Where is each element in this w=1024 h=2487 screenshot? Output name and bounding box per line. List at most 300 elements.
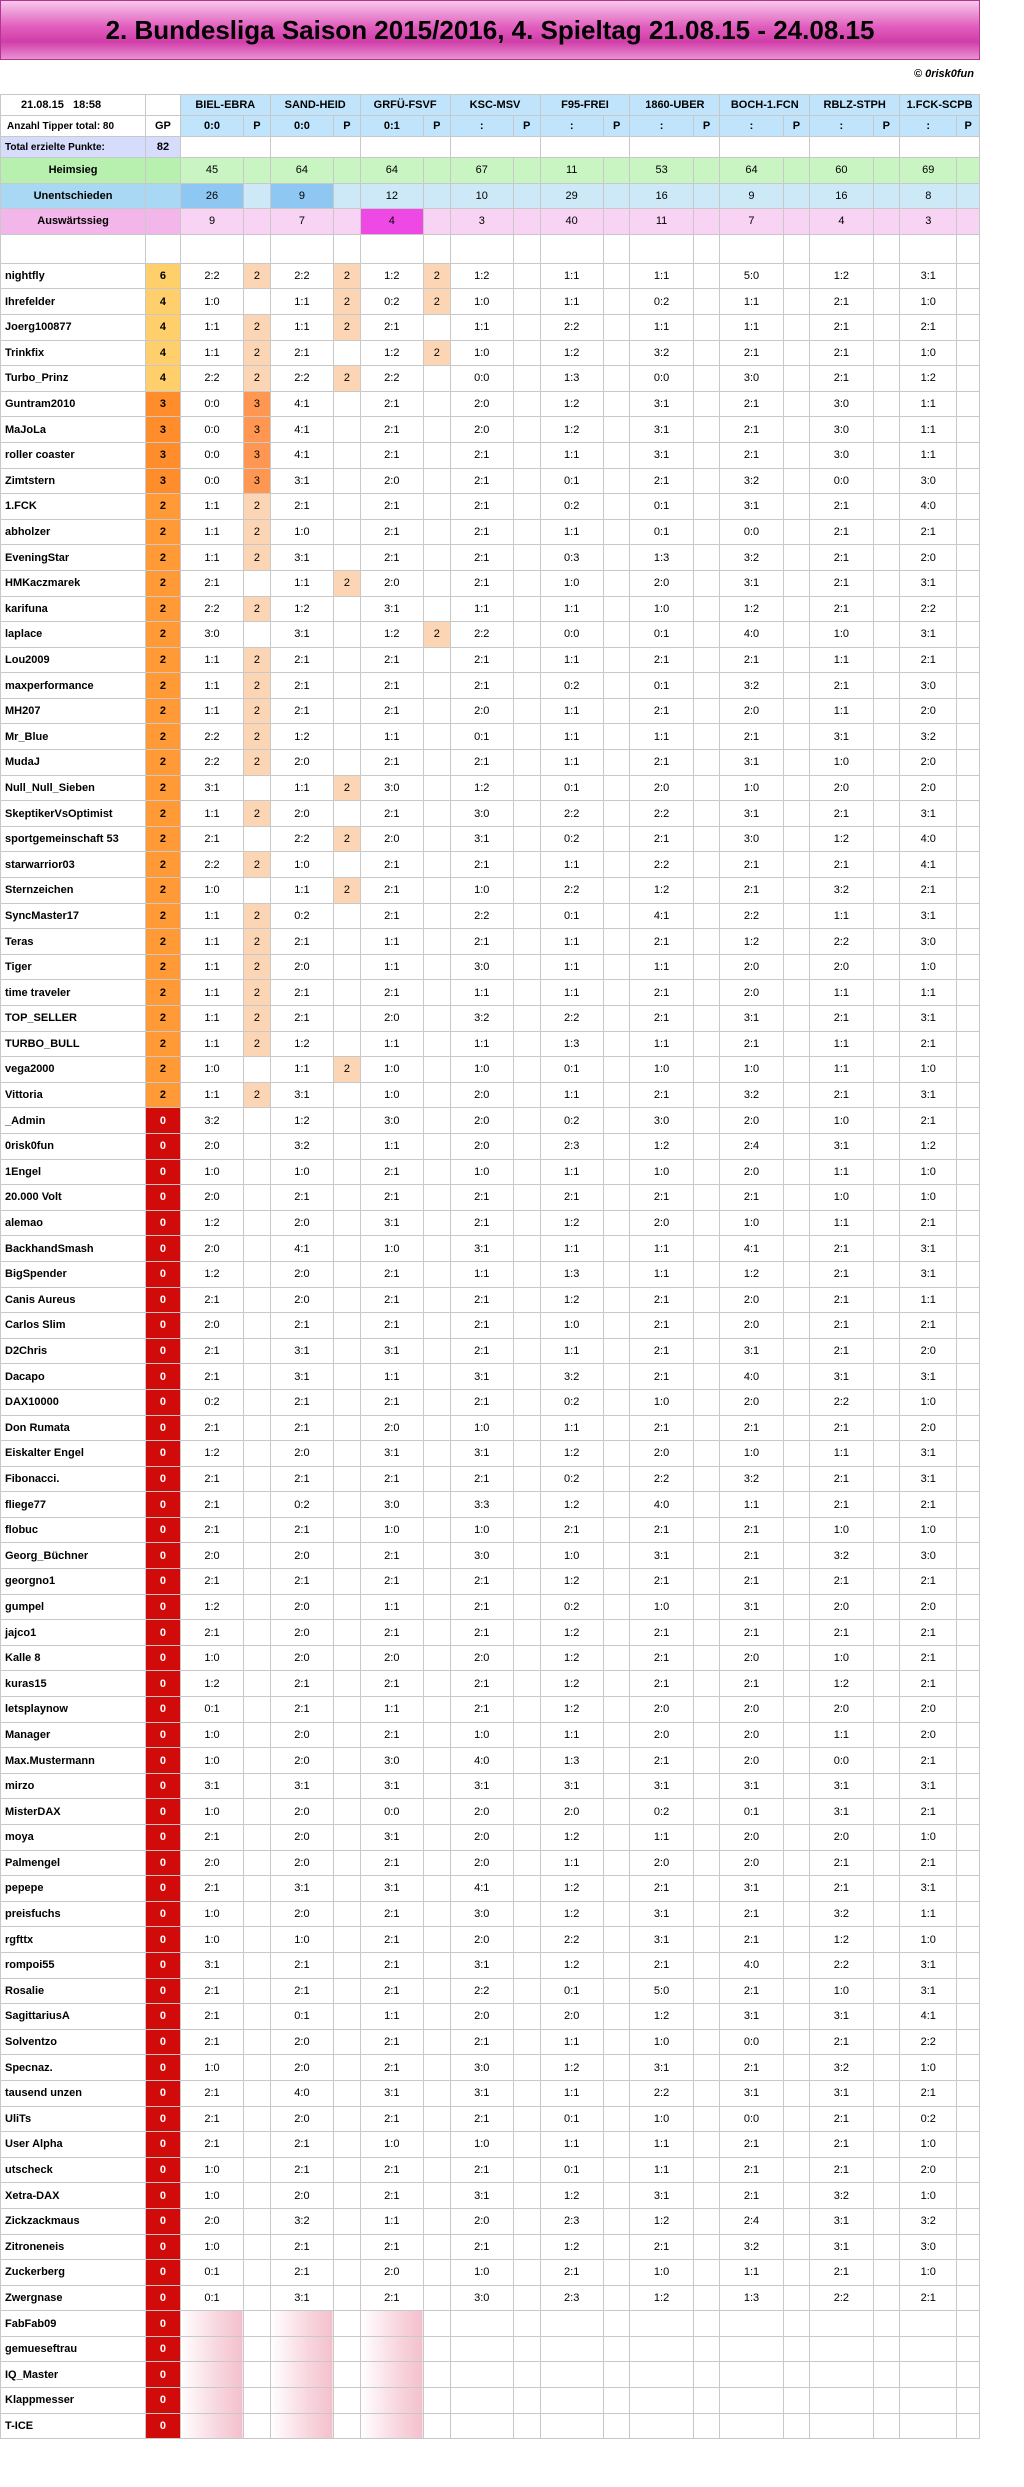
tip-cell: 3:1 bbox=[720, 801, 783, 827]
points-cell bbox=[603, 1185, 630, 1211]
tip-cell: 2:0 bbox=[810, 1825, 873, 1851]
tip-cell: 2:1 bbox=[720, 2055, 783, 2081]
player-gp: 0 bbox=[146, 2388, 181, 2414]
player-name: EveningStar bbox=[1, 545, 146, 571]
tip-cell: 2:1 bbox=[360, 1901, 423, 1927]
tip-cell: 1:0 bbox=[450, 1159, 513, 1185]
tip-cell: 0:0 bbox=[630, 366, 693, 392]
points-cell bbox=[513, 1671, 540, 1697]
points-cell bbox=[424, 2388, 451, 2414]
tip-cell: 1:1 bbox=[180, 801, 243, 827]
points-cell bbox=[783, 1389, 810, 1415]
player-name: Eiskalter Engel bbox=[1, 1441, 146, 1467]
player-row bbox=[1, 1108, 980, 1134]
tip-cell: 2:0 bbox=[270, 1543, 333, 1569]
points-cell bbox=[693, 673, 720, 699]
player-name: Manager bbox=[1, 1722, 146, 1748]
tip-cell: 1:1 bbox=[630, 1825, 693, 1851]
points-cell bbox=[957, 775, 980, 801]
tip-cell: 1:1 bbox=[360, 1133, 423, 1159]
tip-cell: 2:1 bbox=[630, 647, 693, 673]
player-row bbox=[1, 1313, 980, 1339]
tip-cell: 2:0 bbox=[270, 954, 333, 980]
points-cell bbox=[244, 1338, 271, 1364]
points-cell bbox=[424, 1466, 451, 1492]
points-cell bbox=[693, 1057, 720, 1083]
tip-cell: 3:1 bbox=[810, 2234, 873, 2260]
points-cell bbox=[513, 1031, 540, 1057]
tip-cell: 1:1 bbox=[270, 878, 333, 904]
points-cell bbox=[783, 596, 810, 622]
player-name: laplace bbox=[1, 622, 146, 648]
player-name: letsplaynow bbox=[1, 1697, 146, 1723]
tip-cell: 2:1 bbox=[720, 2157, 783, 2183]
tip-cell: 2:1 bbox=[450, 2234, 513, 2260]
stats-home-row bbox=[1, 158, 980, 184]
tip-cell: 1:0 bbox=[180, 2234, 243, 2260]
tip-cell: 2:1 bbox=[900, 1031, 957, 1057]
points-cell bbox=[957, 596, 980, 622]
tip-cell: 5:0 bbox=[630, 1978, 693, 2004]
tip-cell: 2:1 bbox=[180, 826, 243, 852]
points-cell bbox=[873, 2388, 900, 2414]
player-gp: 0 bbox=[146, 1108, 181, 1134]
player-row bbox=[1, 2208, 980, 2234]
tip-cell: 1:0 bbox=[540, 1543, 603, 1569]
tip-cell: 1:2 bbox=[540, 2055, 603, 2081]
points-cell bbox=[513, 1364, 540, 1390]
tip-cell: 3:1 bbox=[360, 596, 423, 622]
player-row bbox=[1, 1927, 980, 1953]
points-cell: 2 bbox=[424, 263, 451, 289]
tip-cell: 1:1 bbox=[180, 1031, 243, 1057]
tip-cell: 2:0 bbox=[180, 1236, 243, 1262]
points-cell bbox=[693, 1901, 720, 1927]
tip-cell: 1:0 bbox=[180, 2055, 243, 2081]
points-cell bbox=[957, 545, 980, 571]
points-cell bbox=[693, 1876, 720, 1902]
player-gp: 0 bbox=[146, 1825, 181, 1851]
tip-cell: 1:3 bbox=[630, 545, 693, 571]
points-cell bbox=[334, 673, 361, 699]
player-row bbox=[1, 2260, 980, 2286]
tip-cell: 3:2 bbox=[720, 2234, 783, 2260]
points-cell bbox=[513, 2413, 540, 2439]
tip-cell: 1:0 bbox=[720, 1441, 783, 1467]
points-cell bbox=[783, 2311, 810, 2337]
points-cell bbox=[424, 1210, 451, 1236]
player-gp: 2 bbox=[146, 1082, 181, 1108]
points-cell bbox=[424, 1927, 451, 1953]
tip-cell: 2:1 bbox=[270, 1697, 333, 1723]
tip-cell: 2:0 bbox=[540, 2004, 603, 2030]
tip-cell: 2:1 bbox=[540, 1517, 603, 1543]
tip-cell: 2:1 bbox=[450, 570, 513, 596]
tip-cell bbox=[180, 2388, 243, 2414]
tip-cell: 2:1 bbox=[450, 1287, 513, 1313]
points-cell: 2 bbox=[244, 929, 271, 955]
player-name: Null_Null_Sieben bbox=[1, 775, 146, 801]
player-name: Mr_Blue bbox=[1, 724, 146, 750]
points-cell bbox=[334, 1492, 361, 1518]
points-cell bbox=[513, 442, 540, 468]
player-row bbox=[1, 2413, 980, 2439]
points-cell: 2 bbox=[334, 289, 361, 315]
tip-cell: 1:1 bbox=[630, 724, 693, 750]
tip-cell: 0:1 bbox=[450, 724, 513, 750]
tip-cell: 2:1 bbox=[180, 1466, 243, 1492]
points-cell: 2 bbox=[334, 775, 361, 801]
tip-cell: 3:1 bbox=[450, 1236, 513, 1262]
header-row-results bbox=[1, 116, 980, 137]
tip-cell: 1:0 bbox=[900, 1389, 957, 1415]
points-cell bbox=[513, 519, 540, 545]
player-name: Ihrefelder bbox=[1, 289, 146, 315]
tip-cell bbox=[270, 2388, 333, 2414]
player-gp: 2 bbox=[146, 673, 181, 699]
points-cell bbox=[873, 1364, 900, 1390]
tip-cell bbox=[720, 2362, 783, 2388]
points-cell bbox=[334, 2388, 361, 2414]
tip-cell: 2:1 bbox=[900, 1569, 957, 1595]
points-cell bbox=[334, 698, 361, 724]
points-cell bbox=[513, 596, 540, 622]
points-cell bbox=[873, 1108, 900, 1134]
points-cell bbox=[334, 340, 361, 366]
player-gp: 0 bbox=[146, 1799, 181, 1825]
points-cell bbox=[957, 1210, 980, 1236]
points-cell bbox=[693, 1441, 720, 1467]
points-cell bbox=[783, 2157, 810, 2183]
tip-cell: 1:1 bbox=[270, 314, 333, 340]
tip-cell: 0:2 bbox=[180, 1389, 243, 1415]
points-cell bbox=[693, 1466, 720, 1492]
tip-table bbox=[0, 94, 980, 2439]
points-cell bbox=[244, 1543, 271, 1569]
stats-pad bbox=[783, 209, 810, 235]
points-cell bbox=[244, 2336, 271, 2362]
total-points-label: Total erzielte Punkte: bbox=[1, 137, 146, 158]
tip-cell: 1:0 bbox=[450, 1722, 513, 1748]
points-cell bbox=[244, 1722, 271, 1748]
tip-cell: 1:2 bbox=[630, 2208, 693, 2234]
player-gp: 0 bbox=[146, 1952, 181, 1978]
tip-cell: 3:1 bbox=[630, 1927, 693, 1953]
player-row bbox=[1, 1441, 980, 1467]
points-cell bbox=[424, 1517, 451, 1543]
points-cell bbox=[603, 1543, 630, 1569]
points-cell bbox=[693, 468, 720, 494]
page-title: 2. Bundesliga Saison 2015/2016, 4. Spieltag 21.08.15 - 24.08.15 bbox=[105, 14, 875, 45]
separator-cell bbox=[720, 234, 783, 263]
tip-cell: 1:1 bbox=[180, 519, 243, 545]
tip-cell: 2:1 bbox=[810, 545, 873, 571]
tip-cell: 2:0 bbox=[450, 1645, 513, 1671]
points-cell bbox=[783, 903, 810, 929]
points-cell bbox=[424, 826, 451, 852]
points-cell bbox=[603, 622, 630, 648]
tip-cell: 3:0 bbox=[900, 468, 957, 494]
tip-cell: 0:2 bbox=[270, 903, 333, 929]
tip-cell: 2:2 bbox=[180, 750, 243, 776]
points-cell bbox=[244, 2260, 271, 2286]
tip-cell: 3:2 bbox=[720, 545, 783, 571]
player-row bbox=[1, 1389, 980, 1415]
tip-cell: 2:0 bbox=[450, 698, 513, 724]
player-gp: 0 bbox=[146, 1978, 181, 2004]
points-cell bbox=[693, 1492, 720, 1518]
player-gp: 0 bbox=[146, 1850, 181, 1876]
tip-cell: 2:1 bbox=[180, 1517, 243, 1543]
points-cell bbox=[957, 1543, 980, 1569]
player-gp: 0 bbox=[146, 2336, 181, 2362]
tip-cell: 2:0 bbox=[270, 1287, 333, 1313]
player-gp: 2 bbox=[146, 801, 181, 827]
tip-cell bbox=[270, 2336, 333, 2362]
points-cell bbox=[603, 1620, 630, 1646]
tip-cell: 2:1 bbox=[270, 1389, 333, 1415]
points-cell: 2 bbox=[244, 903, 271, 929]
points-cell bbox=[513, 852, 540, 878]
tip-cell: 2:1 bbox=[630, 1185, 693, 1211]
tip-cell: 2:0 bbox=[450, 391, 513, 417]
points-column-header: P bbox=[957, 116, 980, 137]
player-name: Lou2009 bbox=[1, 647, 146, 673]
points-cell bbox=[334, 1108, 361, 1134]
points-cell bbox=[783, 519, 810, 545]
points-cell bbox=[603, 647, 630, 673]
tip-cell: 1:2 bbox=[540, 1569, 603, 1595]
match-name: RBLZ-STPH bbox=[810, 95, 900, 116]
points-cell bbox=[513, 750, 540, 776]
tip-cell: 2:1 bbox=[360, 1927, 423, 1953]
tip-cell bbox=[540, 2336, 603, 2362]
points-cell bbox=[783, 417, 810, 443]
tip-cell: 2:1 bbox=[360, 494, 423, 520]
points-cell bbox=[783, 1082, 810, 1108]
match-result: : bbox=[630, 116, 693, 137]
tip-cell: 2:0 bbox=[900, 1415, 957, 1441]
player-gp: 4 bbox=[146, 366, 181, 392]
points-cell bbox=[873, 903, 900, 929]
tip-cell: 1:2 bbox=[540, 1210, 603, 1236]
tip-cell: 2:1 bbox=[360, 417, 423, 443]
tip-cell: 2:1 bbox=[630, 1415, 693, 1441]
points-cell bbox=[334, 468, 361, 494]
tip-cell: 1:0 bbox=[180, 2183, 243, 2209]
player-gp: 4 bbox=[146, 314, 181, 340]
points-cell bbox=[244, 2004, 271, 2030]
stats-pad bbox=[513, 209, 540, 235]
points-cell bbox=[334, 1133, 361, 1159]
points-cell bbox=[957, 929, 980, 955]
points-cell bbox=[424, 1594, 451, 1620]
points-cell bbox=[783, 314, 810, 340]
points-cell: 2 bbox=[244, 314, 271, 340]
tip-cell: 2:1 bbox=[360, 750, 423, 776]
player-row bbox=[1, 1620, 980, 1646]
separator-cell bbox=[270, 234, 333, 263]
points-cell bbox=[783, 442, 810, 468]
points-cell bbox=[957, 1492, 980, 1518]
tip-cell: 2:1 bbox=[180, 1825, 243, 1851]
points-cell bbox=[693, 1006, 720, 1032]
tip-cell: 1:1 bbox=[540, 1722, 603, 1748]
player-name: Zwergnase bbox=[1, 2285, 146, 2311]
tip-cell: 3:1 bbox=[630, 442, 693, 468]
points-cell bbox=[873, 2234, 900, 2260]
points-cell bbox=[513, 391, 540, 417]
points-cell bbox=[334, 1031, 361, 1057]
tip-cell: 1:0 bbox=[900, 1057, 957, 1083]
points-cell bbox=[873, 775, 900, 801]
points-cell: 2 bbox=[424, 289, 451, 315]
points-cell bbox=[957, 1415, 980, 1441]
points-cell bbox=[957, 1671, 980, 1697]
tip-cell: 1:1 bbox=[630, 1261, 693, 1287]
tip-cell: 3:1 bbox=[450, 1441, 513, 1467]
tip-cell: 2:4 bbox=[720, 1133, 783, 1159]
tip-cell: 1:0 bbox=[900, 2183, 957, 2209]
tip-cell: 4:1 bbox=[270, 391, 333, 417]
points-cell bbox=[244, 1748, 271, 1774]
points-cell bbox=[873, 1415, 900, 1441]
tip-cell: 2:1 bbox=[270, 1569, 333, 1595]
player-name: fliege77 bbox=[1, 1492, 146, 1518]
tip-cell bbox=[360, 2311, 423, 2337]
tip-cell: 2:2 bbox=[540, 314, 603, 340]
player-name: rompoi55 bbox=[1, 1952, 146, 1978]
tip-cell: 2:1 bbox=[270, 494, 333, 520]
points-cell bbox=[957, 1236, 980, 1262]
points-cell bbox=[693, 1338, 720, 1364]
tip-cell: 1:2 bbox=[540, 1287, 603, 1313]
tip-cell: 2:0 bbox=[270, 750, 333, 776]
tip-cell: 2:1 bbox=[630, 1006, 693, 1032]
separator-cell bbox=[540, 234, 603, 263]
points-cell bbox=[693, 2080, 720, 2106]
tip-cell: 2:2 bbox=[630, 1466, 693, 1492]
points-cell bbox=[873, 570, 900, 596]
stats-value: 9 bbox=[180, 209, 243, 235]
points-cell bbox=[873, 1159, 900, 1185]
tip-cell: 3:1 bbox=[810, 2004, 873, 2030]
player-name: MisterDAX bbox=[1, 1799, 146, 1825]
points-cell bbox=[424, 698, 451, 724]
player-name: MH207 bbox=[1, 698, 146, 724]
player-name: moya bbox=[1, 1825, 146, 1851]
points-cell bbox=[957, 1722, 980, 1748]
tip-cell bbox=[360, 2336, 423, 2362]
points-cell bbox=[424, 2208, 451, 2234]
tip-cell bbox=[900, 2311, 957, 2337]
points-cell bbox=[424, 1159, 451, 1185]
tip-cell: 1:1 bbox=[810, 698, 873, 724]
tip-cell: 2:3 bbox=[540, 2208, 603, 2234]
points-cell bbox=[957, 1261, 980, 1287]
player-name: vega2000 bbox=[1, 1057, 146, 1083]
tip-cell: 0:2 bbox=[540, 1594, 603, 1620]
points-cell bbox=[693, 903, 720, 929]
tip-cell: 2:1 bbox=[900, 1799, 957, 1825]
tip-cell: 2:2 bbox=[540, 1006, 603, 1032]
points-cell bbox=[783, 852, 810, 878]
points-cell bbox=[873, 1722, 900, 1748]
tip-cell: 3:0 bbox=[810, 417, 873, 443]
tip-cell: 2:1 bbox=[360, 1159, 423, 1185]
points-cell bbox=[513, 2106, 540, 2132]
tip-cell: 1:1 bbox=[180, 1006, 243, 1032]
points-cell bbox=[244, 775, 271, 801]
separator-cell bbox=[180, 234, 243, 263]
points-cell bbox=[957, 1389, 980, 1415]
tip-cell: 2:1 bbox=[450, 442, 513, 468]
points-cell bbox=[693, 2157, 720, 2183]
tip-cell: 2:1 bbox=[270, 673, 333, 699]
player-gp: 2 bbox=[146, 775, 181, 801]
tip-cell: 2:0 bbox=[450, 417, 513, 443]
tip-cell: 2:2 bbox=[900, 596, 957, 622]
player-row bbox=[1, 1697, 980, 1723]
tip-cell: 2:2 bbox=[270, 826, 333, 852]
points-cell bbox=[603, 545, 630, 571]
tip-cell: 3:0 bbox=[720, 366, 783, 392]
tip-cell: 1:1 bbox=[180, 545, 243, 571]
tip-cell: 3:1 bbox=[630, 1543, 693, 1569]
points-cell bbox=[783, 1108, 810, 1134]
player-row bbox=[1, 1133, 980, 1159]
points-cell bbox=[873, 442, 900, 468]
tip-cell: 1:0 bbox=[450, 289, 513, 315]
points-cell bbox=[783, 1492, 810, 1518]
stats-value: 7 bbox=[720, 209, 783, 235]
tip-cell: 3:1 bbox=[450, 2080, 513, 2106]
points-cell bbox=[334, 1517, 361, 1543]
player-row bbox=[1, 1287, 980, 1313]
player-row bbox=[1, 2311, 980, 2337]
tip-cell: 1:1 bbox=[270, 775, 333, 801]
tip-cell: 1:0 bbox=[450, 340, 513, 366]
points-cell bbox=[513, 263, 540, 289]
points-cell bbox=[873, 1082, 900, 1108]
points-cell bbox=[424, 929, 451, 955]
tip-cell: 3:1 bbox=[720, 1773, 783, 1799]
points-cell bbox=[603, 494, 630, 520]
stats-pad bbox=[783, 158, 810, 184]
tip-cell: 1:0 bbox=[450, 2260, 513, 2286]
tip-cell: 3:0 bbox=[450, 954, 513, 980]
points-cell bbox=[693, 545, 720, 571]
points-cell bbox=[693, 724, 720, 750]
tip-cell: 2:0 bbox=[270, 2029, 333, 2055]
points-cell bbox=[244, 2388, 271, 2414]
player-name: roller coaster bbox=[1, 442, 146, 468]
tip-cell: 1:0 bbox=[900, 1185, 957, 1211]
points-cell bbox=[693, 1748, 720, 1774]
tip-cell: 1:1 bbox=[540, 1082, 603, 1108]
tip-cell: 2:1 bbox=[360, 2029, 423, 2055]
tip-cell: 2:1 bbox=[450, 750, 513, 776]
player-gp: 0 bbox=[146, 2234, 181, 2260]
points-cell bbox=[424, 2285, 451, 2311]
player-gp: 2 bbox=[146, 1006, 181, 1032]
points-cell bbox=[783, 1569, 810, 1595]
tip-cell: 1:0 bbox=[900, 289, 957, 315]
tip-cell: 2:0 bbox=[180, 1133, 243, 1159]
stats-pad bbox=[513, 158, 540, 184]
points-cell bbox=[957, 852, 980, 878]
tip-cell: 3:1 bbox=[900, 570, 957, 596]
